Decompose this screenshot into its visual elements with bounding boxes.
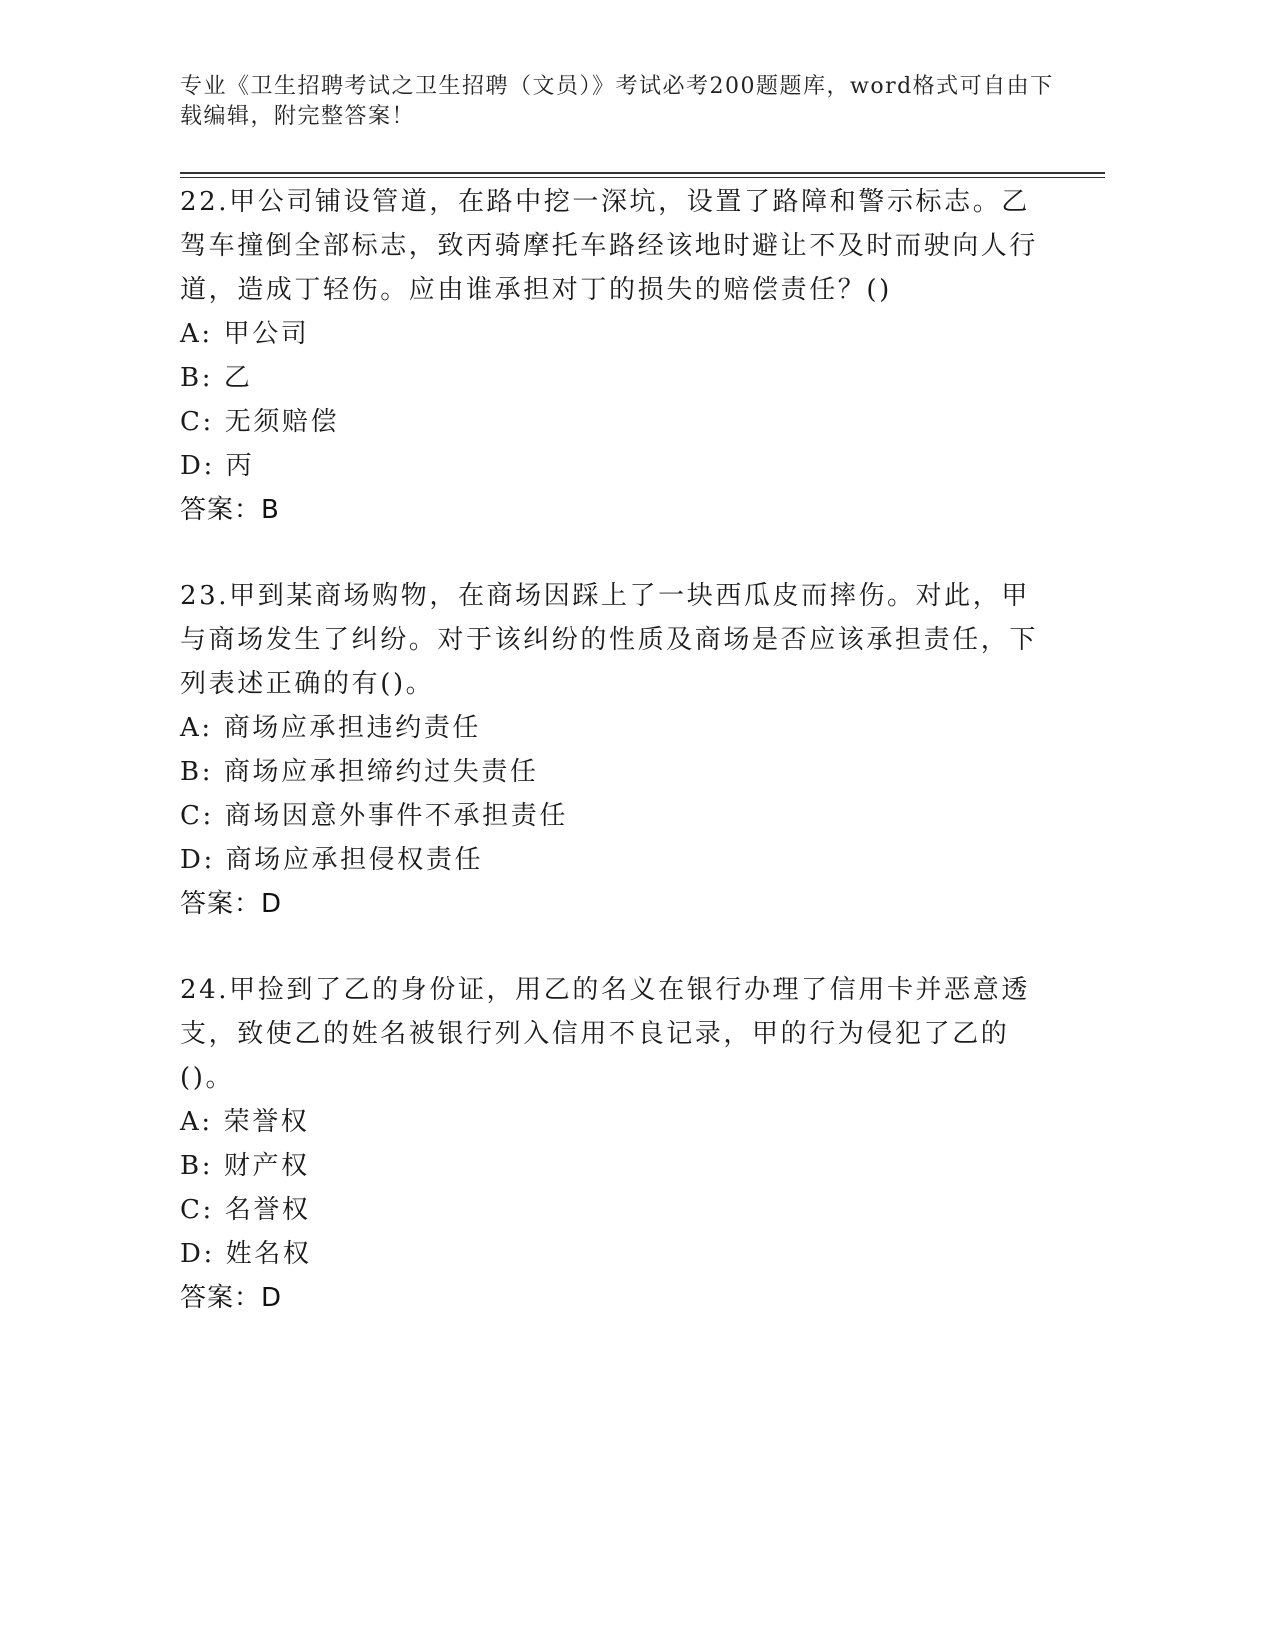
option-d: D: 商场应承担侵权责任: [180, 845, 484, 875]
question-stem: 22.甲公司铺设管道，在路中挖一深坑，设置了路障和警示标志。乙驾车撞倒全部标志，致丙骑摩托车路经该地时避让不及时而驶向人行道，造成丁轻伤。应由谁承担对丁的损失的赔偿责任？(): [180, 187, 1039, 305]
option-b: B: 商场应承担缔约过失责任: [180, 757, 539, 787]
question-stem: 23.甲到某商场购物，在商场因踩上了一块西瓜皮而摔伤。对此，甲与商场发生了纠纷。对于该纠纷的性质及商场是否应该承担责任，下列表述正确的有()。: [180, 581, 1039, 699]
header-divider-thin: [180, 177, 1105, 178]
question-block-22: [180, 180, 1040, 532]
option-c: C: 名誉权: [180, 1195, 311, 1225]
option-b: B: 乙: [180, 363, 253, 393]
answer-label: 答案：D: [180, 889, 283, 919]
option-a: A: 甲公司: [180, 319, 310, 349]
document-header: 专业《卫生招聘考试之卫生招聘（文员）》考试必考200题题库，word格式可自由下载编辑，附完整答案！: [180, 74, 1054, 129]
option-a: A: 商场应承担违约责任: [180, 713, 482, 743]
option-d: D: 姓名权: [180, 1239, 312, 1269]
option-d: D: 丙: [180, 451, 255, 481]
option-a: A: 荣誉权: [180, 1107, 310, 1137]
question-block-23: [180, 574, 1040, 926]
question-list: [180, 180, 1040, 1320]
question-stem: 24.甲捡到了乙的身份证，用乙的名义在银行办理了信用卡并恶意透支，致使乙的姓名被银行列入信用不良记录，甲的行为侵犯了乙的()。: [180, 975, 1030, 1093]
answer-label: 答案：D: [180, 1283, 283, 1313]
option-b: B: 财产权: [180, 1151, 310, 1181]
option-c: C: 无须赔偿: [180, 407, 340, 437]
answer-label: 答案：B: [180, 495, 280, 525]
header-divider-thick: [180, 172, 1105, 174]
question-block-24: [180, 968, 1040, 1320]
option-c: C: 商场因意外事件不承担责任: [180, 801, 568, 831]
